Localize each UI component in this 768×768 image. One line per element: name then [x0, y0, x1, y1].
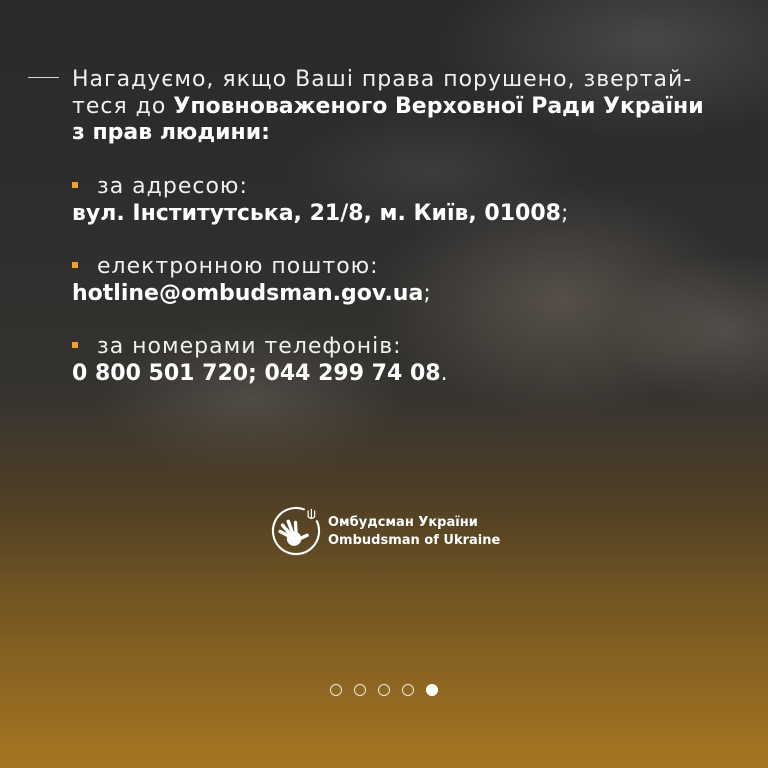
email-value: hotline@ombudsman.gov.ua: [72, 280, 424, 306]
contact-email: [72, 254, 704, 307]
contact-value-row: [72, 201, 704, 228]
intro-text-lead: теся до: [72, 93, 167, 119]
punctuation: .: [440, 360, 449, 386]
carousel-dot-2[interactable]: [354, 684, 366, 696]
message-text: [72, 67, 704, 387]
intro-line-1: [72, 67, 704, 94]
carousel-dot-4[interactable]: [402, 684, 414, 696]
intro-line-2: [72, 94, 704, 121]
bullet-marker: [72, 182, 78, 188]
contact-phones: [72, 334, 704, 387]
intro-text: Нагадуємо, якщо Ваші права порушено, звертай-: [72, 67, 693, 92]
carousel-dots: [0, 684, 768, 696]
contact-value-row: [72, 281, 704, 308]
contact-label: за адресою:: [97, 173, 248, 199]
carousel-dot-1[interactable]: [330, 684, 342, 696]
carousel-dot-active[interactable]: [426, 684, 438, 696]
contact-value-row: [72, 361, 704, 388]
carousel-dot-3[interactable]: [378, 684, 390, 696]
phone-value: 0 800 501 720; 044 299 74 08: [72, 360, 441, 386]
logo-name-en: Ombudsman of Ukraine: [328, 533, 501, 548]
hand-icon: [280, 521, 307, 546]
contact-label-row: [72, 174, 704, 201]
contact-address: [72, 174, 704, 227]
punctuation: ;: [423, 280, 432, 306]
contact-label-row: [72, 334, 704, 361]
contact-label: за номерами телефонів:: [97, 333, 402, 359]
contact-label: електронною поштою:: [97, 253, 379, 279]
contact-label-row: [72, 254, 704, 281]
decorative-rule: [28, 77, 59, 78]
punctuation: ;: [560, 200, 570, 226]
bullet-marker: [72, 262, 78, 268]
ombudsman-title-end: з прав людини:: [72, 120, 270, 146]
logo-wordmark: [328, 514, 500, 550]
bullet-marker: [72, 342, 78, 348]
intro-line-3: [72, 120, 704, 147]
ombudsman-title: Уповноваженого Верховної Ради України: [173, 93, 704, 119]
address-value: вул. Інститутська, 21/8, м. Київ, 01008: [72, 200, 561, 226]
ombudsman-emblem-icon: [271, 506, 321, 556]
logo-name-uk: Омбудсман України: [328, 515, 478, 530]
trident-icon: [308, 509, 315, 518]
